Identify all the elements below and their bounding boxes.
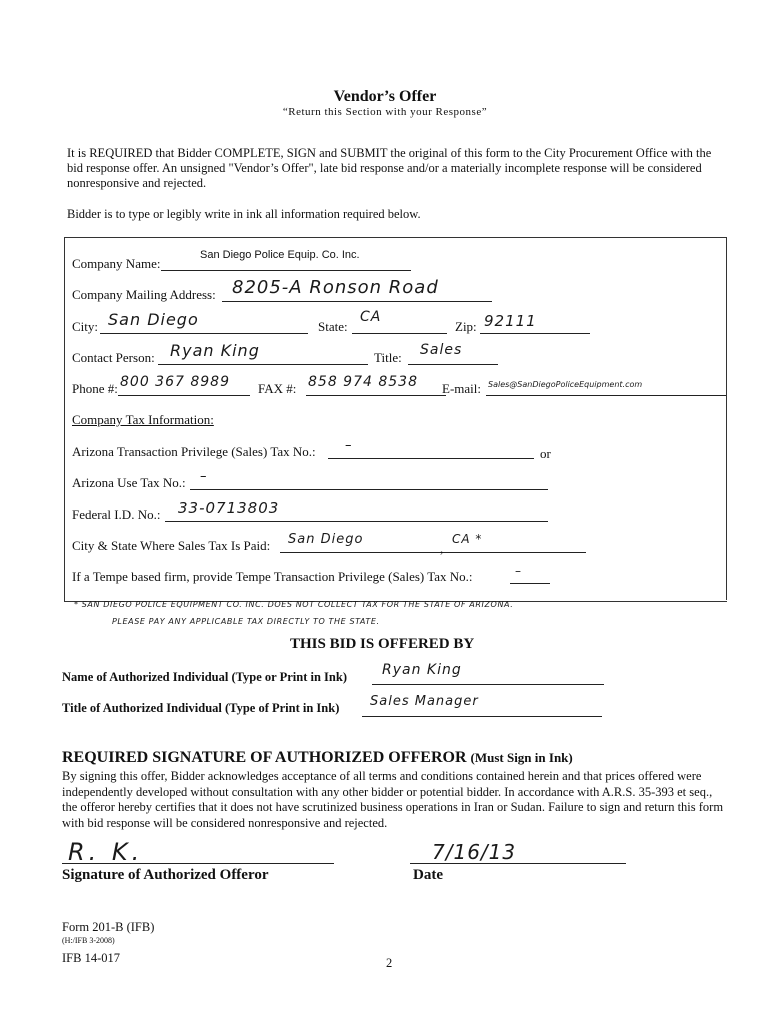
az-tpt-value[interactable]: – (345, 438, 353, 453)
email-value[interactable]: Sales@SanDiegoPoliceEquipment.com (488, 380, 643, 389)
authorized-name-label: Name of Authorized Individual (Type or Print in Ink) (62, 670, 347, 684)
offered-by-heading: THIS BID IS OFFERED BY (290, 636, 475, 652)
instruction-text: Bidder is to type or legibly write in ink all information required below. (67, 207, 421, 221)
company-name-value[interactable]: San Diego Police Equip. Co. Inc. (200, 249, 360, 261)
state-tax-value[interactable]: CA * (452, 532, 483, 546)
signature-heading-row (62, 749, 573, 767)
ifb-number: IFB 14-017 (62, 951, 120, 965)
form-revision: (H:/IFB 3-2008) (62, 936, 115, 945)
mailing-address-value[interactable]: 8205-A Ronson Road (232, 277, 439, 298)
state-value[interactable]: CA (360, 309, 382, 325)
az-tpt-label: Arizona Transaction Privilege (Sales) Tax No.: (72, 444, 316, 459)
page-title: Vendor’s Offer (333, 88, 437, 105)
authorized-title-value[interactable]: Sales Manager (370, 694, 479, 709)
federal-id-value[interactable]: 33-0713803 (178, 499, 280, 517)
az-use-label: Arizona Use Tax No.: (72, 475, 186, 490)
contact-person-label: Contact Person: (72, 350, 155, 365)
page-number: 2 (386, 956, 393, 970)
signature-label: Signature of Authorized Offeror (62, 867, 269, 883)
mailing-address-label: Company Mailing Address: (72, 287, 216, 302)
intro-paragraph: It is REQUIRED that Bidder COMPLETE, SIGN and SUBMIT the original of this form to the City Procurement Office with the bid response offer. An unsigned "Vendor’s Offer", late bid response and/or a materially incomplete response will be considered nonresponsive and rejected. (67, 146, 712, 190)
date-label: Date (413, 867, 443, 883)
tax-info-heading: Company Tax Information: (72, 412, 214, 427)
state-label: State: (318, 319, 348, 334)
email-label: E-mail: (442, 381, 481, 396)
page-subtitle: “Return this Section with your Response” (282, 106, 488, 118)
authorized-name-value[interactable]: Ryan King (382, 662, 462, 678)
title-value[interactable]: Sales (420, 342, 463, 358)
city-tax-value[interactable]: San Diego (288, 532, 364, 547)
signature-heading-suffix: (Must Sign in Ink) (470, 750, 573, 765)
fax-label: FAX #: (258, 381, 297, 396)
az-use-value[interactable]: – (200, 469, 208, 484)
handwritten-note-line1: * SAN DIEGO POLICE EQUIPMENT CO. INC. DOES NOT COLLECT TAX FOR THE STATE OF ARIZONA. (74, 600, 514, 609)
city-value[interactable]: San Diego (108, 310, 199, 329)
phone-value[interactable]: 800 367 8989 (120, 374, 230, 390)
form-id: Form 201-B (IFB) (62, 920, 155, 934)
signature-heading: REQUIRED SIGNATURE OF AUTHORIZED OFFEROR (62, 749, 467, 766)
tempe-tax-value[interactable]: – (515, 564, 522, 578)
phone-label: Phone #: (72, 381, 118, 396)
or-text: or (540, 446, 551, 461)
city-state-tax-label: City & State Where Sales Tax Is Paid: (72, 538, 271, 553)
fax-value[interactable]: 858 974 8538 (308, 374, 418, 390)
federal-id-label: Federal I.D. No.: (72, 507, 161, 522)
date-value[interactable]: 7/16/13 (432, 840, 517, 864)
authorized-title-label: Title of Authorized Individual (Type of Print in Ink) (62, 701, 340, 715)
city-label: City: (72, 319, 99, 334)
tempe-tax-label: If a Tempe based firm, provide Tempe Transaction Privilege (Sales) Tax No.: (72, 569, 473, 584)
signature-paragraph: By signing this offer, Bidder acknowledges acceptance of all terms and conditions contained herein and that prices offered were independently developed without consultation with any other bidder or potential bidder. In accordance with A.R.S. 35-393 et seq., the offeror hereby certifies that it does not have scrutinized business operations in Iran or Sudan. Failure to sign and return this form with bid response will be considered nonresponsive and rejected. (62, 769, 724, 830)
zip-value[interactable]: 92111 (484, 312, 537, 330)
company-name-label: Company Name: (72, 256, 161, 271)
title-label: Title: (374, 350, 402, 365)
signature-mark[interactable]: R. K. (68, 838, 144, 866)
handwritten-note-line2: PLEASE PAY ANY APPLICABLE TAX DIRECTLY TO THE STATE. (112, 617, 380, 626)
zip-label: Zip: (455, 319, 477, 334)
contact-person-value[interactable]: Ryan King (170, 341, 260, 360)
